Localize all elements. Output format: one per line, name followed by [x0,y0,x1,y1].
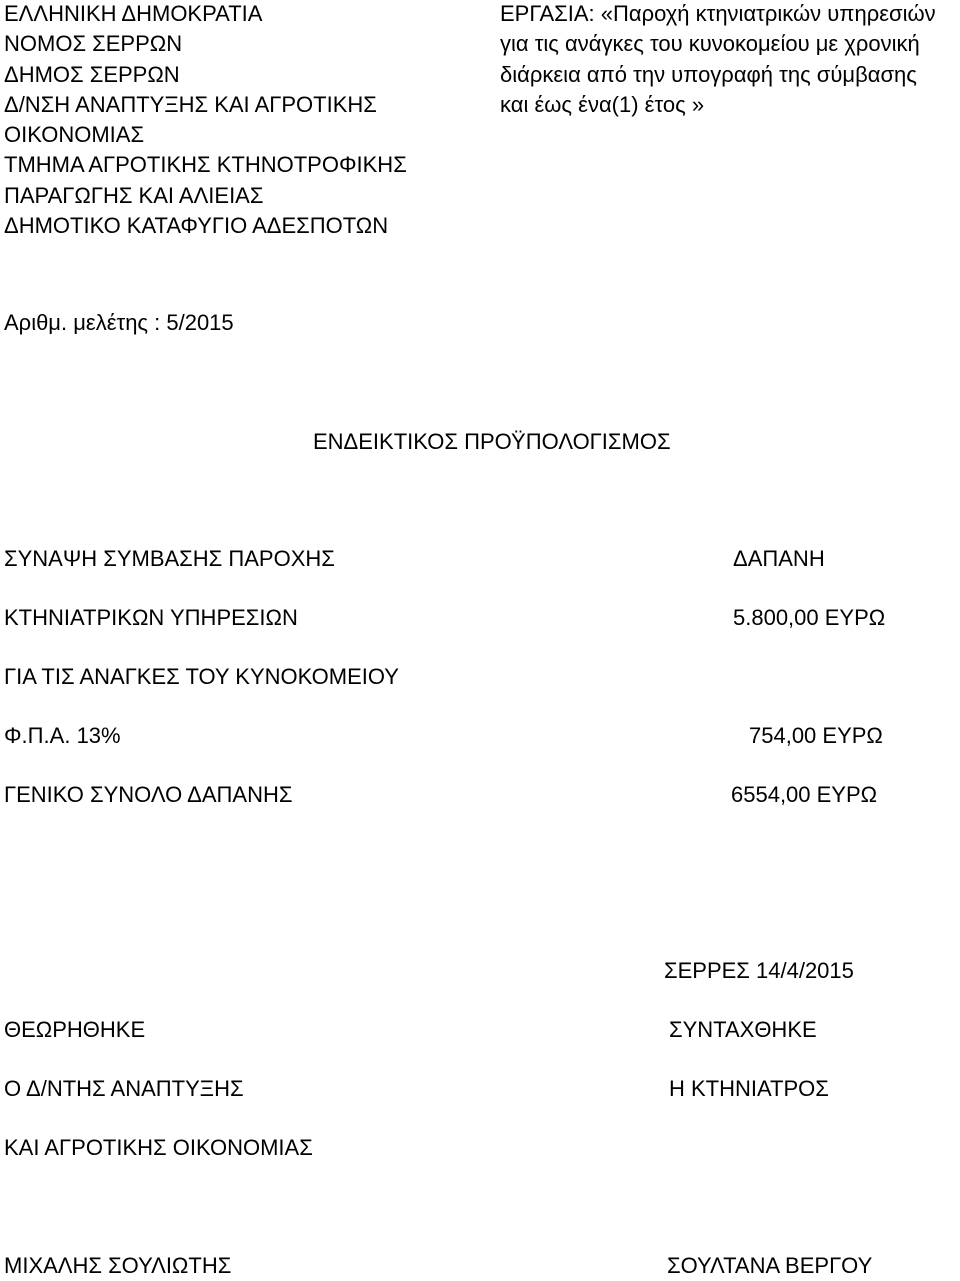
issuer-line: ΝΟΜΟΣ ΣΕΡΡΩΝ [4,31,183,57]
cost-value: 5.800,00 ΕΥΡΩ [733,605,886,630]
issuer-block [4,0,407,241]
project-block [500,0,936,120]
study-number: Αριθμ. μελέτης : 5/2015 [4,310,234,335]
issuer-line: ΟΙΚΟΝΟΜΙΑΣ [4,122,145,148]
issuer-line: Δ/ΝΣΗ ΑΝΑΠΤΥΞΗΣ ΚΑΙ ΑΓΡΟΤΙΚΗΣ [4,91,377,117]
issuer-line: ΤΜΗΜΑ ΑΓΡΟΤΙΚΗΣ ΚΤΗΝΟΤΡΟΦΙΚΗΣ [4,152,407,178]
project-line: διάρκεια από την υπογραφή της σύμβασης [500,61,917,87]
left-signatory-name: ΜΙΧΑΛΗΣ ΣΟΥΛΙΩΤΗΣ [4,1253,232,1278]
right-signatory-role: Η ΚΤΗΝΙΑΤΡΟΣ [669,1076,829,1101]
budget-title: ΕΝΔΕΙΚΤΙΚΟΣ ΠΡΟΫΠΟΛΟΓΙΣΜΟΣ [313,429,671,454]
budget-description-line: ΓΙΑ ΤΙΣ ΑΝΑΓΚΕΣ ΤΟΥ ΚΥΝΟΚΟΜΕΙΟΥ [4,664,399,689]
vat-label: Φ.Π.Α. 13% [4,723,121,748]
budget-description-line: ΣΥΝΑΨΗ ΣΥΜΒΑΣΗΣ ΠΑΡΟΧΗΣ [4,546,335,571]
issuer-line: ΕΛΛΗΝΙΚΗ ΔΗΜΟΚΡΑΤΙΑ [4,1,263,26]
project-line: και έως ένα(1) έτος » [500,91,705,117]
project-line: ΕΡΓΑΣΙΑ: «Παροχή κτηνιατρικών υπηρεσιών [500,1,936,26]
project-line: για τις ανάγκες του κυνοκομείου με χρονική [500,31,920,57]
cost-header: ΔΑΠΑΝΗ [733,546,825,571]
left-signatory-status: ΘΕΩΡΗΘΗΚΕ [4,1017,146,1042]
issuer-line: ΔΗΜΟΤΙΚΟ ΚΑΤΑΦΥΓΙΟ ΑΔΕΣΠΟΤΩΝ [4,213,389,239]
right-signatory-status: ΣΥΝΤΑΧΘΗΚΕ [669,1017,817,1042]
total-value: 6554,00 ΕΥΡΩ [731,782,878,807]
budget-description-line: ΚΤΗΝΙΑΤΡΙΚΩΝ ΥΠΗΡΕΣΙΩΝ [4,605,298,630]
issuer-line: ΔΗΜΟΣ ΣΕΡΡΩΝ [4,61,180,87]
left-signatory-role: Ο Δ/ΝΤΗΣ ΑΝΑΠΤΥΞΗΣ [4,1076,244,1101]
place-date: ΣΕΡΡΕΣ 14/4/2015 [664,958,854,983]
vat-value: 754,00 ΕΥΡΩ [749,723,883,748]
right-signatory-name: ΣΟΥΛΤΑΝΑ ΒΕΡΓΟΥ [667,1253,873,1278]
total-label: ΓΕΝΙΚΟ ΣΥΝΟΛΟ ΔΑΠΑΝΗΣ [4,782,293,807]
left-signatory-role: ΚΑΙ ΑΓΡΟΤΙΚΗΣ ΟΙΚΟΝΟΜΙΑΣ [4,1135,313,1160]
issuer-line: ΠΑΡΑΓΩΓΗΣ ΚΑΙ ΑΛΙΕΙΑΣ [4,182,264,208]
